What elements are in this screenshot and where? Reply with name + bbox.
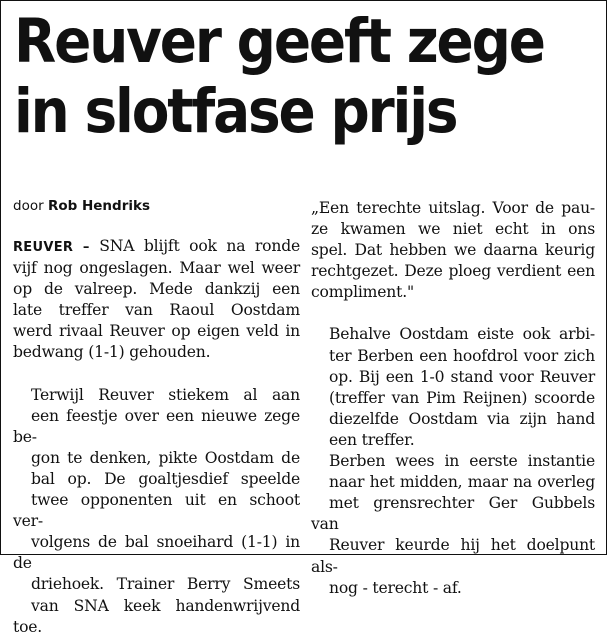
text-line <box>13 448 300 469</box>
text-line-content: twee opponenten uit en schoot ver- <box>13 491 300 531</box>
byline-prefix: door <box>13 198 44 214</box>
text-line-content: gon te denken, pikte Oostdam de <box>31 448 300 467</box>
text-line-content: (treffer van Pim Reijnen) scoorde <box>329 388 595 407</box>
text-line <box>13 532 300 574</box>
text-line-content: compliment." <box>311 283 414 302</box>
text-line-content: bal op. De goaltjesdief speelde <box>31 469 300 488</box>
paragraph-4 <box>311 324 595 451</box>
text-line-content: late treffer van Raoul Oostdam <box>13 301 300 320</box>
text-line-content: Terwijl Reuver stiekem al aan <box>31 385 300 404</box>
text-line <box>311 240 595 261</box>
text-line <box>13 300 300 321</box>
text-line <box>311 198 595 219</box>
text-line <box>311 388 595 409</box>
text-line <box>311 535 595 577</box>
text-line <box>311 578 595 599</box>
byline <box>13 198 150 214</box>
text-line <box>13 406 300 448</box>
text-line <box>311 261 595 282</box>
paragraph-3 <box>311 198 595 303</box>
text-line <box>311 219 595 240</box>
headline-line-2: in slotfase prijs <box>14 76 457 147</box>
article-column-right <box>311 198 595 599</box>
text-line-content: bedwang (1-1) gehouden. <box>13 343 211 362</box>
text-line <box>311 430 595 451</box>
text-line-content: SNA blijft ook na ronde <box>99 237 300 255</box>
text-line-content: volgens de bal snoeihard (1-1) in de <box>13 533 300 573</box>
text-line <box>311 367 595 388</box>
text-line <box>13 574 300 595</box>
text-line-content: driehoek. Trainer Berry Smeets <box>31 575 300 594</box>
text-line <box>13 258 300 279</box>
text-line-content: Behalve Oostdam eiste ook arbi- <box>329 325 595 344</box>
paragraph-5 <box>311 451 595 599</box>
text-line-content: ter Berben een hoofdrol voor zich <box>329 346 595 365</box>
article-column-left <box>13 236 300 638</box>
text-line <box>311 282 595 303</box>
text-line <box>311 451 595 472</box>
text-line <box>13 342 300 363</box>
text-line-content: spel. Dat hebben we daarna keurig <box>311 241 595 260</box>
text-line-content: van SNA keek handenwrijvend toe. <box>13 596 300 636</box>
text-line-content: Berben wees in eerste instantie <box>329 452 595 471</box>
paragraph-2 <box>13 385 300 638</box>
text-line <box>13 279 300 300</box>
text-line-content: ze kwamen we niet echt in ons <box>311 220 595 239</box>
text-line-content: naar het midden, maar na overleg <box>329 473 595 492</box>
text-line <box>13 490 300 532</box>
headline <box>14 7 545 147</box>
text-line <box>13 596 300 638</box>
text-line-content: diezelfde Oostdam via zijn hand <box>329 409 595 428</box>
text-line-content: op de valreep. Mede dankzij een <box>13 280 300 299</box>
text-line <box>311 346 595 367</box>
text-line-content: rechtgezet. Deze ploeg verdient een <box>311 262 595 281</box>
byline-author: Rob Hendriks <box>47 198 150 214</box>
text-line <box>13 469 300 490</box>
text-line-content: met grensrechter Ger Gubbels van <box>311 494 595 534</box>
text-line <box>13 236 300 258</box>
text-line <box>13 321 300 342</box>
text-line <box>311 493 595 535</box>
text-line <box>13 385 300 406</box>
text-line-content: vijf nog ongeslagen. Maar wel weer <box>13 259 300 278</box>
dateline: REUVER – <box>13 240 90 255</box>
text-line-content: „Een terechte uitslag. Voor de pau- <box>311 199 595 217</box>
text-line-content: nog - terecht - af. <box>329 578 462 597</box>
text-line-content: een treffer. <box>329 430 415 449</box>
text-line <box>311 324 595 345</box>
text-line <box>311 472 595 493</box>
text-line <box>311 409 595 430</box>
text-line-content: een feestje over een nieuwe zege be- <box>13 406 300 446</box>
text-line-content: Reuver keurde hij het doelpunt als- <box>311 536 595 576</box>
headline-line-1: Reuver geeft zege <box>14 6 544 77</box>
paragraph-1 <box>13 236 300 364</box>
text-line-content: werd rivaal Reuver op eigen veld in <box>13 322 300 341</box>
text-line-content: op. Bij een 1-0 stand voor Reuver <box>329 367 595 386</box>
